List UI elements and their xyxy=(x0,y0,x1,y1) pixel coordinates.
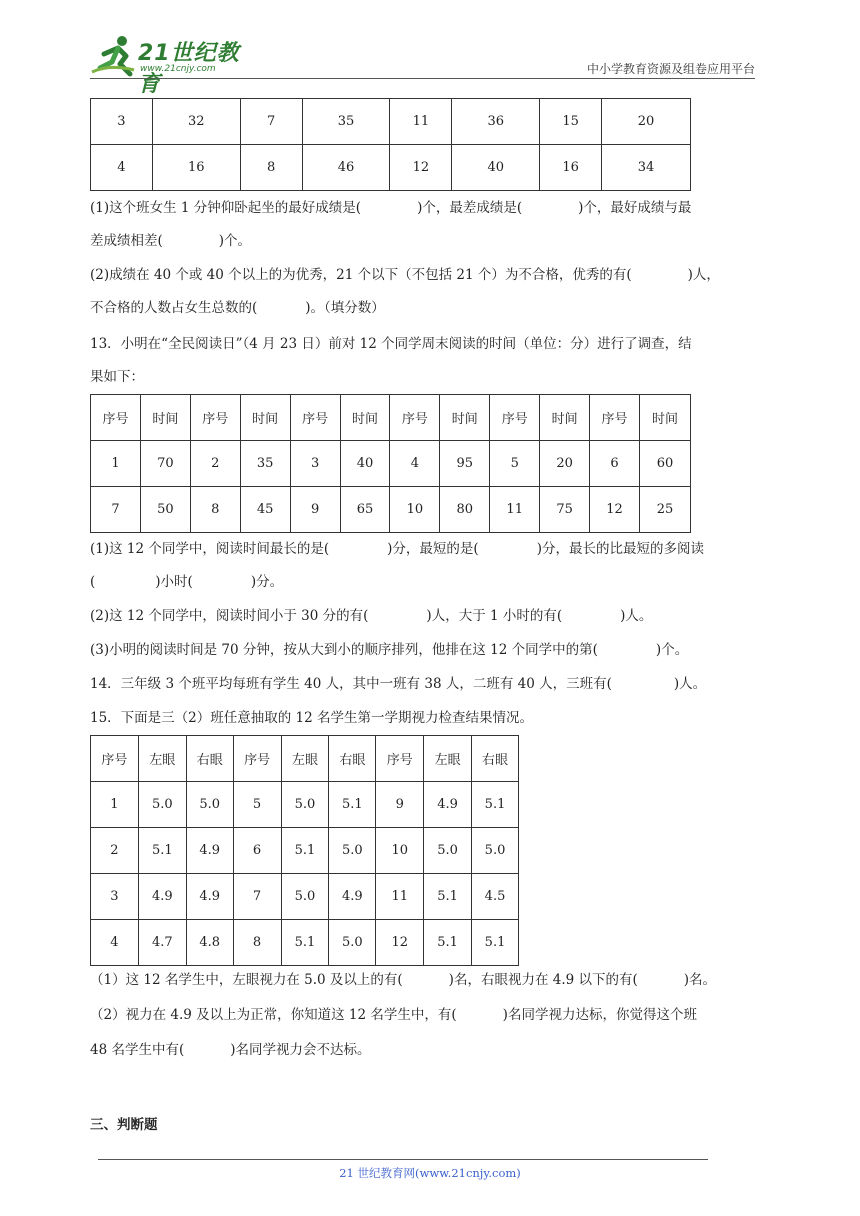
table-cell: 32 xyxy=(152,99,240,145)
q13-part3: (3)小明的阅读时间是 70 分钟，按从大到小的顺序排列，他排在这 12 个同学中的第( )个。 xyxy=(90,642,689,658)
logo-text: 21世纪教育 xyxy=(138,41,240,97)
table-cell: 60 xyxy=(639,441,690,487)
table-cell: 4.5 xyxy=(472,874,519,920)
table-cell: 20 xyxy=(540,441,590,487)
table-cell: 5.0 xyxy=(329,828,376,874)
table-cell: 5.0 xyxy=(281,874,329,920)
table-header-cell: 序号 xyxy=(91,395,141,441)
q13-part1-line2: ( )小时( )分。 xyxy=(90,574,284,590)
table-cell: 75 xyxy=(540,487,590,533)
table-cell: 11 xyxy=(390,99,452,145)
table-cell: 5 xyxy=(490,441,540,487)
table-cell: 9 xyxy=(376,782,424,828)
table-header-cell: 时间 xyxy=(639,395,690,441)
q15-stem: 15．下面是三（2）班任意抽取的 12 名学生第一学期视力检查结果情况。 xyxy=(90,710,534,726)
table-cell: 65 xyxy=(340,487,390,533)
table-cell: 8 xyxy=(190,487,240,533)
table-row xyxy=(91,441,691,487)
logo-url: www.21cnjy.com xyxy=(140,64,216,74)
table-header-cell: 左眼 xyxy=(138,736,186,782)
table-cell: 4.7 xyxy=(138,920,186,966)
q13-part1-line1: (1)这 12 个同学中，阅读时间最长的是( )分，最短的是( )分，最长的比最短的多阅读 xyxy=(90,541,704,557)
table-cell: 8 xyxy=(233,920,281,966)
table-cell: 12 xyxy=(390,145,452,191)
table-cell: 5.1 xyxy=(329,782,376,828)
table-cell: 35 xyxy=(240,441,290,487)
table-header-cell: 右眼 xyxy=(472,736,519,782)
logo xyxy=(90,34,260,97)
table-row xyxy=(91,99,691,145)
table-header-row xyxy=(91,736,519,782)
table-header-cell: 时间 xyxy=(340,395,390,441)
table-cell: 45 xyxy=(240,487,290,533)
table-cell: 5.0 xyxy=(281,782,329,828)
table-cell: 7 xyxy=(91,487,141,533)
q14: 14．三年级 3 个班平均每班有学生 40 人，其中一班有 38 人，二班有 40 人，三班有( )人。 xyxy=(90,676,707,692)
table-cell: 4.9 xyxy=(186,828,233,874)
header-platform-text: 中小学教育资源及组卷应用平台 xyxy=(586,62,755,76)
q12-part1-line2: 差成绩相差( )个。 xyxy=(90,233,252,249)
q15-part2-line1: （2）视力在 4.9 及以上为正常，你知道这 12 名学生中，有( )名同学视力达标，你觉得这个班 xyxy=(90,1007,697,1023)
q12-part2-line1: (2)成绩在 40 个或 40 个以上的为优秀，21 个以下（不包括 21 个）为不合格，优秀的有( )人， xyxy=(90,267,720,283)
table-cell: 5.1 xyxy=(138,828,186,874)
table-cell: 4 xyxy=(390,441,440,487)
table-cell: 10 xyxy=(390,487,440,533)
table-cell: 5.1 xyxy=(424,874,472,920)
table-cell: 40 xyxy=(452,145,540,191)
table-cell: 46 xyxy=(302,145,390,191)
q13-stem-line1: 13．小明在“全民阅读日”（4 月 23 日）前对 12 个同学周末阅读的时间（单位：分）进行了调查，结 xyxy=(90,336,692,352)
q13-stem-line2: 果如下： xyxy=(90,369,144,385)
table-cell: 5.0 xyxy=(424,828,472,874)
table-cell: 3 xyxy=(91,99,153,145)
table-cell: 5 xyxy=(233,782,281,828)
table-row xyxy=(91,920,519,966)
table-cell: 5.1 xyxy=(281,920,329,966)
situp-score-table xyxy=(90,98,691,191)
table-cell: 5.1 xyxy=(472,920,519,966)
table-cell: 11 xyxy=(490,487,540,533)
table-cell: 6 xyxy=(233,828,281,874)
section-title: 三、判断题 xyxy=(90,1117,158,1133)
table-cell: 6 xyxy=(590,441,640,487)
header-divider xyxy=(90,78,755,79)
table-row xyxy=(91,782,519,828)
table-cell: 8 xyxy=(240,145,302,191)
table-cell: 25 xyxy=(639,487,690,533)
table-cell: 7 xyxy=(240,99,302,145)
footer-link[interactable]: 21 世纪教育网(www.21cnjy.com) xyxy=(339,1166,521,1180)
table-header-cell: 左眼 xyxy=(281,736,329,782)
table-cell: 4.9 xyxy=(186,874,233,920)
table-cell: 16 xyxy=(152,145,240,191)
table-cell: 4.9 xyxy=(424,782,472,828)
table-cell: 3 xyxy=(91,874,139,920)
table-cell: 4.9 xyxy=(138,874,186,920)
table-cell: 5.0 xyxy=(138,782,186,828)
table-header-cell: 右眼 xyxy=(329,736,376,782)
table-cell: 10 xyxy=(376,828,424,874)
table-cell: 2 xyxy=(190,441,240,487)
table-cell: 9 xyxy=(290,487,340,533)
table-cell: 40 xyxy=(340,441,390,487)
table-cell: 34 xyxy=(602,145,691,191)
table-cell: 80 xyxy=(440,487,490,533)
table-cell: 5.0 xyxy=(329,920,376,966)
table-row xyxy=(91,828,519,874)
table-header-cell: 序号 xyxy=(376,736,424,782)
table-cell: 1 xyxy=(91,782,139,828)
q15-part1: （1）这 12 名学生中，左眼视力在 5.0 及以上的有( )名，右眼视力在 4.9 以下的有( )名。 xyxy=(90,972,717,988)
table-cell: 4.8 xyxy=(186,920,233,966)
table-header-cell: 序号 xyxy=(390,395,440,441)
table-cell: 15 xyxy=(540,99,602,145)
table-header-cell: 左眼 xyxy=(424,736,472,782)
table-header-cell: 序号 xyxy=(91,736,139,782)
table-header-cell: 时间 xyxy=(540,395,590,441)
table-header-cell: 序号 xyxy=(190,395,240,441)
table-cell: 4 xyxy=(91,145,153,191)
table-cell: 5.0 xyxy=(472,828,519,874)
table-cell: 4.9 xyxy=(329,874,376,920)
q13-part2: (2)这 12 个同学中，阅读时间小于 30 分的有( )人，大于 1 小时的有( )人。 xyxy=(90,608,653,624)
table-header-cell: 序号 xyxy=(590,395,640,441)
reading-time-table xyxy=(90,394,691,533)
table-cell: 70 xyxy=(140,441,190,487)
runner-logo-icon xyxy=(90,34,138,78)
vision-test-table xyxy=(90,735,519,966)
table-header-cell: 序号 xyxy=(490,395,540,441)
table-cell: 4 xyxy=(91,920,139,966)
table-header-cell: 时间 xyxy=(440,395,490,441)
table-cell: 1 xyxy=(91,441,141,487)
table-cell: 36 xyxy=(452,99,540,145)
table-cell: 35 xyxy=(302,99,390,145)
table-header-cell: 序号 xyxy=(290,395,340,441)
table-header-cell: 时间 xyxy=(240,395,290,441)
table-row xyxy=(91,874,519,920)
table-cell: 12 xyxy=(590,487,640,533)
table-row xyxy=(91,487,691,533)
table-cell: 20 xyxy=(602,99,691,145)
table-cell: 5.1 xyxy=(281,828,329,874)
table-cell: 95 xyxy=(440,441,490,487)
table-cell: 11 xyxy=(376,874,424,920)
table-cell: 3 xyxy=(290,441,340,487)
table-row xyxy=(91,145,691,191)
table-cell: 50 xyxy=(140,487,190,533)
table-cell: 7 xyxy=(233,874,281,920)
table-cell: 2 xyxy=(91,828,139,874)
table-header-cell: 时间 xyxy=(140,395,190,441)
q12-part1-line1: (1)这个班女生 1 分钟仰卧起坐的最好成绩是( )个，最差成绩是( )个，最好成绩与最 xyxy=(90,200,692,216)
table-cell: 5.0 xyxy=(186,782,233,828)
table-cell: 5.1 xyxy=(424,920,472,966)
footer-divider xyxy=(98,1159,708,1160)
q12-part2-line2: 不合格的人数占女生总数的( )。（填分数） xyxy=(90,300,385,316)
table-header-cell: 右眼 xyxy=(186,736,233,782)
table-header-row xyxy=(91,395,691,441)
q15-part2-line2: 48 名学生中有( )名同学视力会不达标。 xyxy=(90,1042,371,1058)
table-cell: 5.1 xyxy=(472,782,519,828)
table-cell: 16 xyxy=(540,145,602,191)
table-header-cell: 序号 xyxy=(233,736,281,782)
table-cell: 12 xyxy=(376,920,424,966)
page-header xyxy=(90,30,755,97)
